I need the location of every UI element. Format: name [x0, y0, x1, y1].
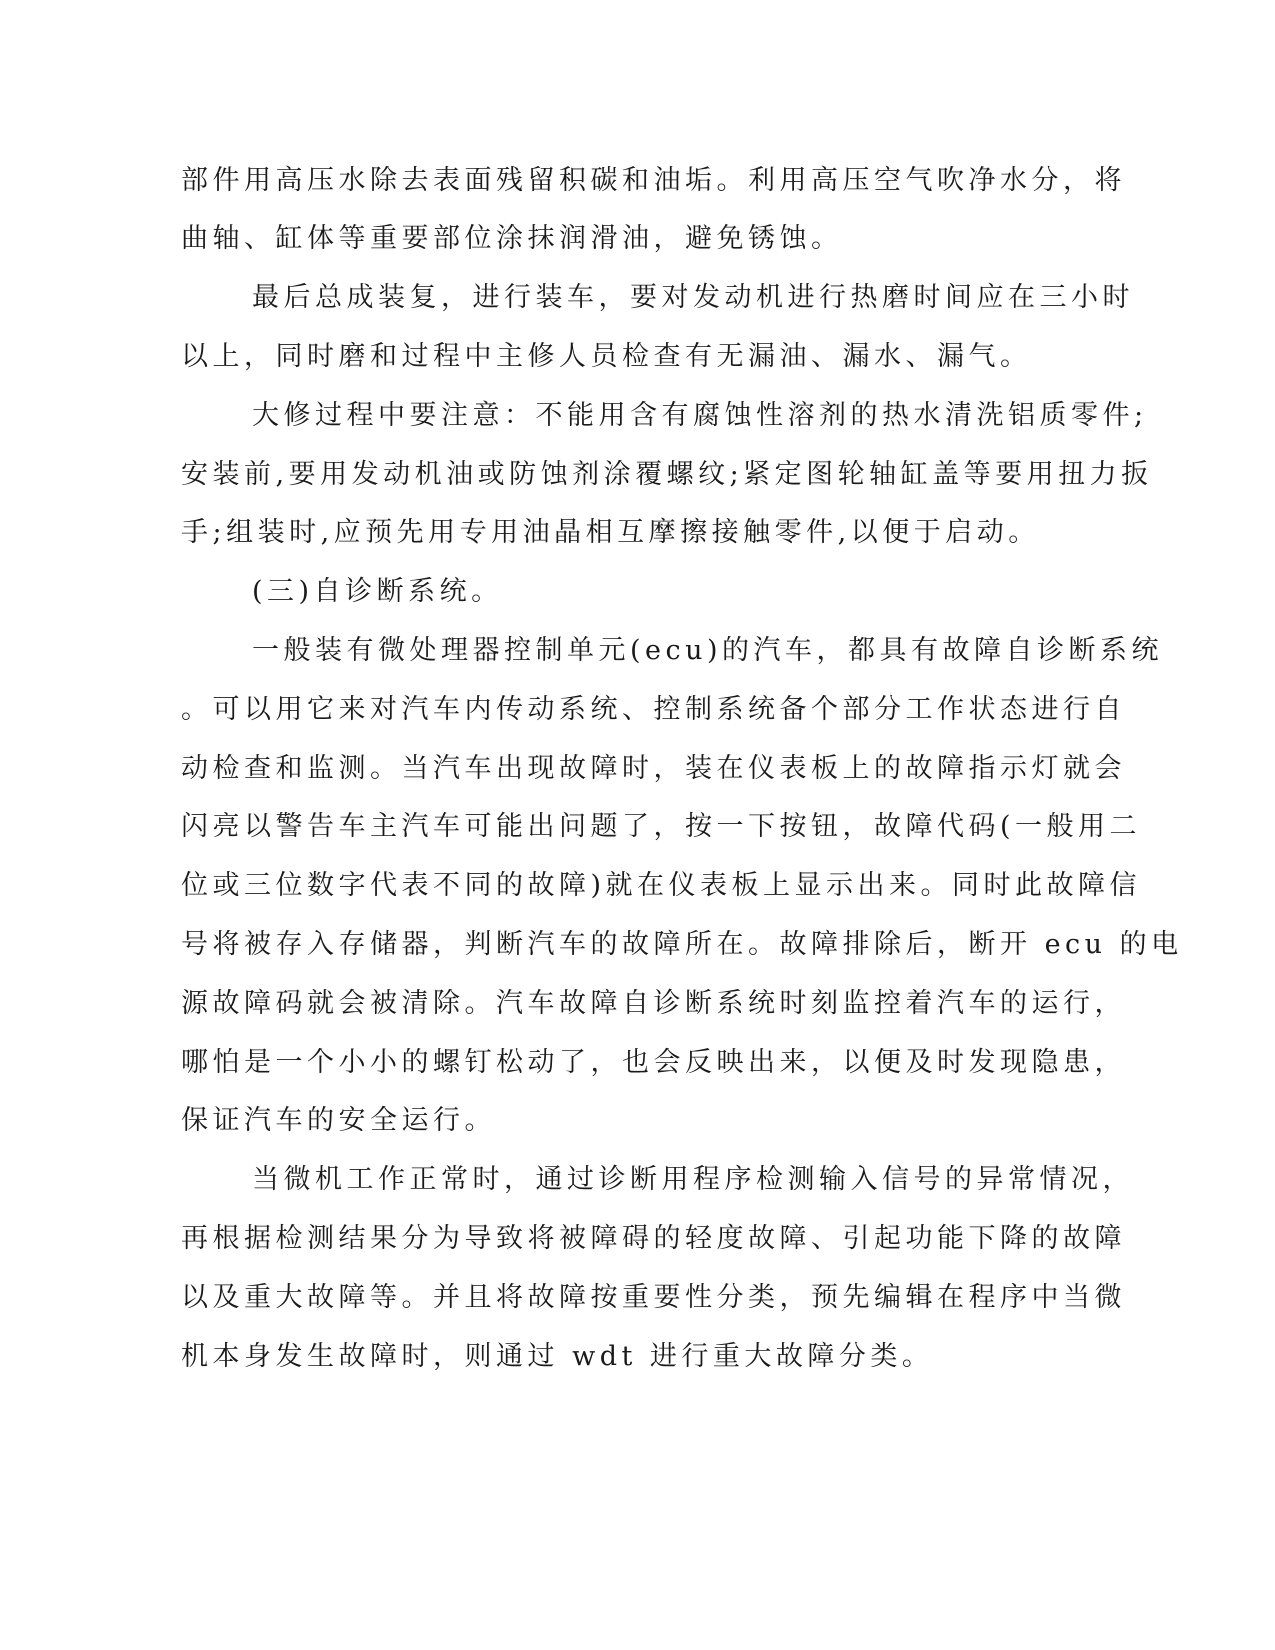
text-line-13: 位或三位数字代表不同的故障)就在仪表板上显示出来。同时此故障信 — [181, 870, 1142, 901]
text-line-4: 以上，同时磨和过程中主修人员检查有无漏油、漏水、漏气。 — [181, 341, 1032, 372]
text-line-9: 一般装有微处理器控制单元(ecu)的汽车，都具有故障自诊断系统 — [252, 635, 1164, 666]
text-line-18: 当微机工作正常时，通过诊断用程序检测输入信号的异常情况， — [252, 1164, 1134, 1195]
text-line-12: 闪亮以警告车主汽车可能出问题了，按一下按钮，故障代码(一般用二 — [181, 811, 1142, 842]
text-line-5: 大修过程中要注意：不能用含有腐蚀性溶剂的热水清洗铝质零件; — [252, 400, 1148, 431]
text-line-21: 机本身发生故障时，则通过 wdt 进行重大故障分类。 — [181, 1341, 934, 1372]
text-line-16: 哪怕是一个小小的螺钉松动了，也会反映出来，以便及时发现隐患， — [181, 1047, 1126, 1078]
text-line-3: 最后总成装复，进行装车，要对发动机进行热磨时间应在三小时 — [252, 282, 1134, 313]
text-line-11: 动检查和监测。当汽车出现故障时，装在仪表板上的故障指示灯就会 — [181, 753, 1126, 784]
text-line-6: 安装前,要用发动机油或防蚀剂涂覆螺纹;紧定图轮轴缸盖等要用扭力扳 — [181, 459, 1153, 490]
text-line-15: 源故障码就会被清除。汽车故障自诊断系统时刻监控着汽车的运行， — [181, 988, 1126, 1019]
text-line-20: 以及重大故障等。并且将故障按重要性分类，预先编辑在程序中当微 — [181, 1282, 1126, 1313]
section-heading: (三)自诊断系统。 — [252, 576, 503, 607]
text-line-7: 手;组装时,应预先用专用油晶相互摩擦接触零件,以便于启动。 — [181, 517, 1040, 548]
text-line-14: 号将被存入存储器，判断汽车的故障所在。故障排除后，断开 ecu 的电 — [181, 929, 1183, 960]
text-line-17: 保证汽车的安全运行。 — [181, 1105, 496, 1136]
text-line-2: 曲轴、缸体等重要部位涂抹润滑油，避免锈蚀。 — [181, 223, 843, 254]
text-line-1: 部件用高压水除去表面残留积碳和油垢。利用高压空气吹净水分，将 — [181, 165, 1126, 196]
text-line-19: 再根据检测结果分为导致将被障碍的轻度故障、引起功能下降的故障 — [181, 1223, 1126, 1254]
text-line-10: 。可以用它来对汽车内传动系统、控制系统备个部分工作状态进行自 — [181, 694, 1126, 725]
